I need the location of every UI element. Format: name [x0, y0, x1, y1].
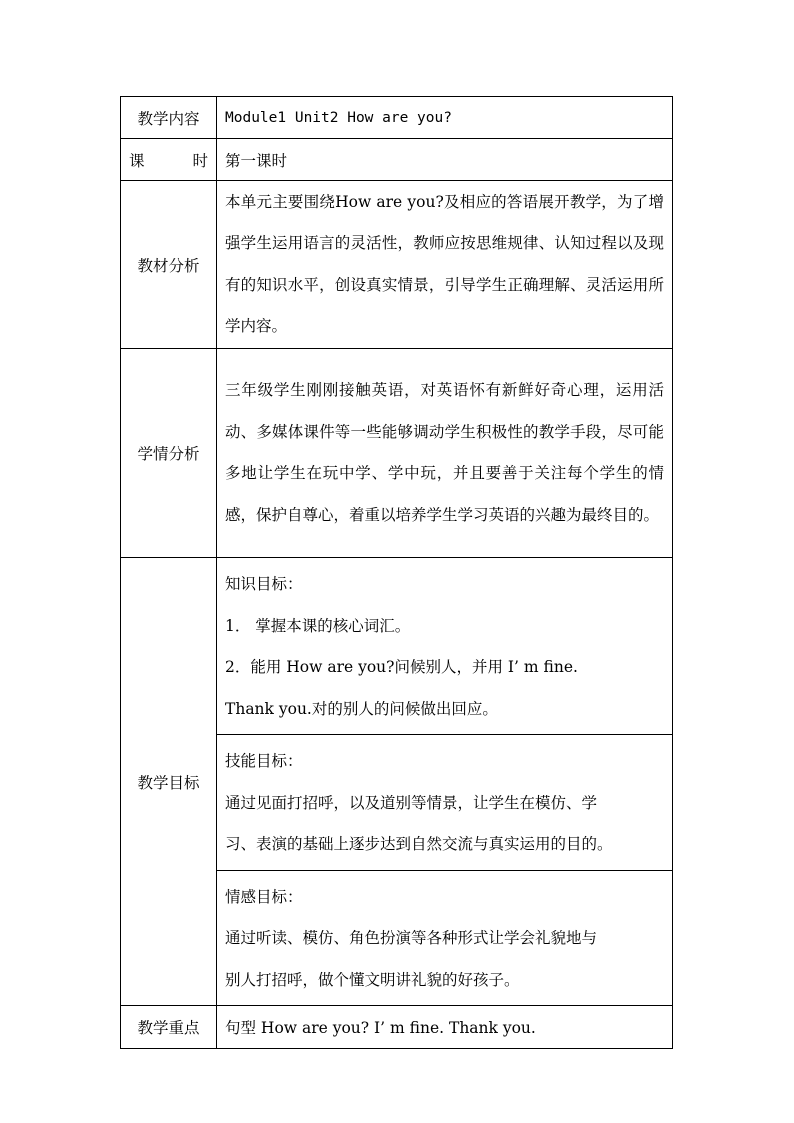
- label-teaching-focus: 教学重点: [121, 1006, 217, 1049]
- value-teaching-content: Module1 Unit2 How are you?: [217, 97, 673, 139]
- row-knowledge-objective: [121, 558, 673, 735]
- label-teaching-content: 教学内容: [121, 97, 217, 139]
- skill-objective-line-1: 通过见面打招呼，以及道别等情景，让学生在模仿、学: [225, 793, 598, 812]
- row-class-period: [121, 139, 673, 181]
- row-material-analysis: [121, 181, 673, 349]
- emotion-objective-block: [225, 871, 664, 1006]
- text-student-analysis: 三年级学生刚刚接触英语，对英语怀有新鲜好奇心理，运用活动、多媒体课件等一些能够调动学生积极性的教学手段，尽可能多地让学生在玩中学、学中玩，并且要善于关注每个学生的情感，保护自尊心，着重以培养学生学习英语的兴趣为最终目的。: [225, 381, 664, 524]
- label-class-period: 课 时: [121, 139, 217, 181]
- value-teaching-focus: 句型 How are you? I’ m fine. Thank you.: [217, 1006, 673, 1049]
- value-class-period: 第一课时: [217, 139, 673, 181]
- skill-objective-title: 技能目标：: [225, 752, 303, 770]
- cell-knowledge-objective: [217, 558, 673, 735]
- lesson-plan-table: [120, 96, 673, 1049]
- row-student-analysis: [121, 349, 673, 558]
- row-teaching-content: [121, 97, 673, 139]
- label-student-analysis: 学情分析: [121, 349, 217, 558]
- skill-objective-line-2: 习、表演的基础上逐步达到自然交流与真实运用的目的。: [225, 835, 613, 853]
- cell-skill-objective: [217, 735, 673, 871]
- cell-student-analysis: [217, 349, 673, 558]
- label-teaching-objectives: 教学目标: [121, 558, 217, 1006]
- row-teaching-focus: [121, 1006, 673, 1049]
- emotion-objective-line-2: 别人打招呼，做个懂文明讲礼貌的好孩子。: [225, 970, 520, 989]
- emotion-objective-title: 情感目标：: [225, 887, 303, 906]
- skill-objective-block: [225, 735, 664, 870]
- label-material-analysis: 教材分析: [121, 181, 217, 349]
- knowledge-objective-item-2-line-2: Thank you.对的别人的问候做出回应。: [225, 699, 498, 718]
- knowledge-objective-item-2-line-1: 2．能用 How are you?问候别人，并用 I’ m fine.: [225, 658, 578, 676]
- knowledge-objective-block: [225, 558, 664, 734]
- cell-emotion-objective: [217, 870, 673, 1006]
- text-material-analysis: 本单元主要围绕How are you?及相应的答语展开教学，为了增强学生运用语言的灵活性，教师应按思维规律、认知过程以及现有的知识水平，创设真实情景，引导学生正确理解、灵活运用所学内容。: [225, 192, 664, 335]
- cell-material-analysis: [217, 181, 673, 349]
- knowledge-objective-item-1: 1． 掌握本课的核心词汇。: [225, 616, 411, 635]
- knowledge-objective-title: 知识目标：: [225, 575, 303, 593]
- emotion-objective-line-1: 通过听读、模仿、角色扮演等各种形式让学会礼貌地与: [225, 929, 598, 947]
